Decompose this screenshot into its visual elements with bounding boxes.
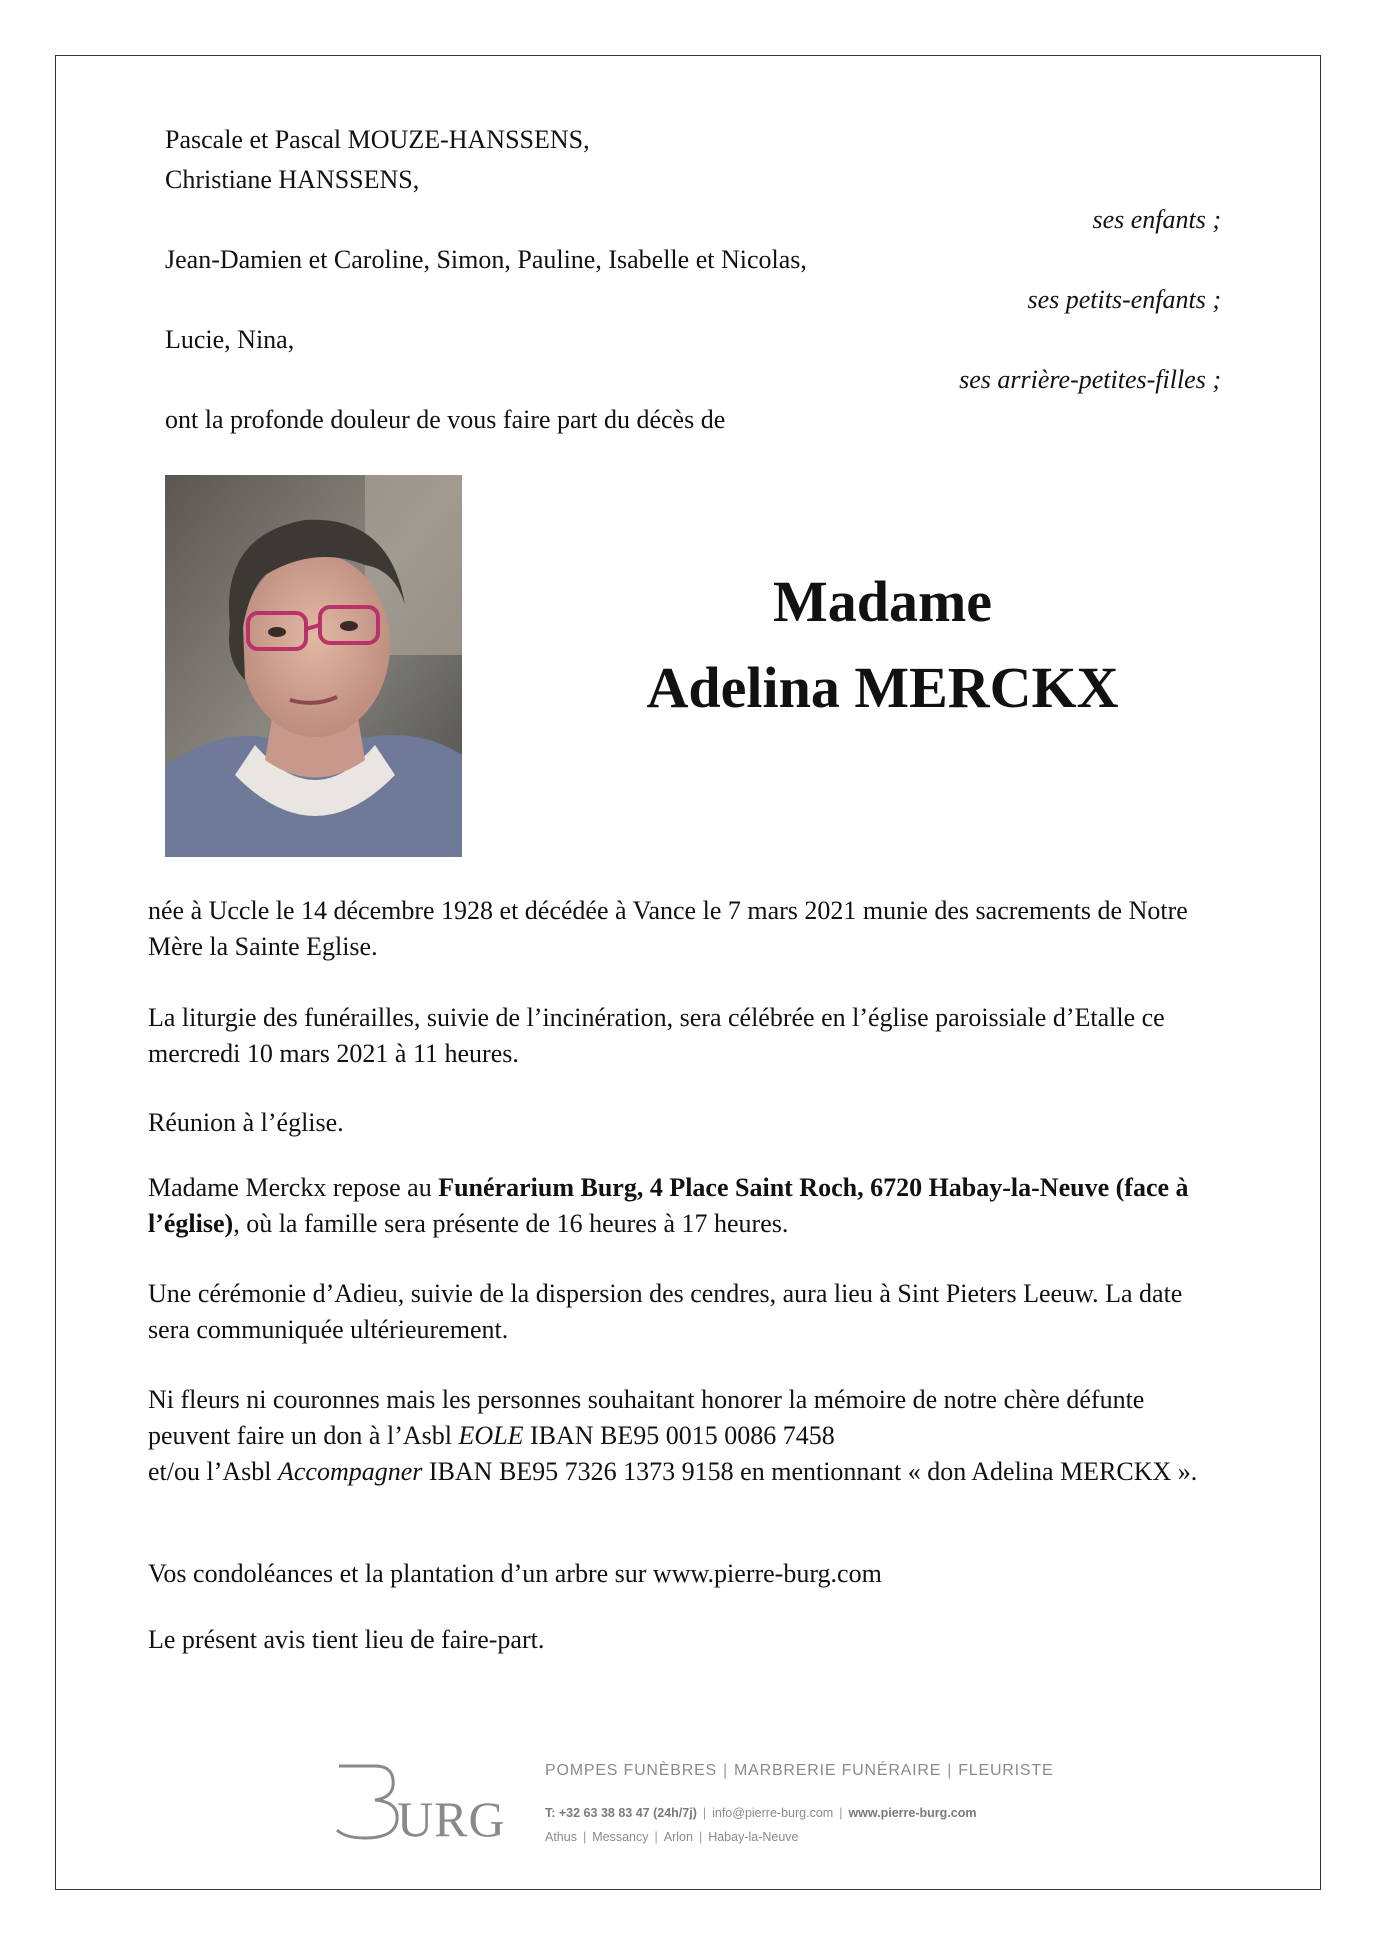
children-line-2: Christiane HANSSENS, bbox=[165, 165, 420, 194]
grandchildren-role: ses petits-enfants ; bbox=[1027, 285, 1221, 314]
repose-place: Funérarium Burg, 4 Place Saint Roch, 6720 Habay-la-Neuve (face à l’église) bbox=[148, 1173, 1189, 1238]
separator: | bbox=[582, 1830, 587, 1844]
donation-org-eole: EOLE bbox=[458, 1421, 524, 1450]
burg-logo bbox=[335, 1760, 505, 1840]
donation-text-4: IBAN BE95 7326 1373 9158 en mentionnant « don Adelina MERCKX ». bbox=[422, 1457, 1198, 1486]
donation-text-2: IBAN BE95 0015 0086 7458 bbox=[523, 1421, 835, 1450]
condolences-text: Vos condoléances et la plantation d’un arbre sur www.pierre-burg.com bbox=[148, 1559, 882, 1588]
donation-org-accompagner: Accompagner bbox=[278, 1457, 423, 1486]
meeting-text: Réunion à l’église. bbox=[148, 1108, 344, 1137]
service-florist: FLEURISTE bbox=[958, 1762, 1054, 1779]
footer-locations bbox=[545, 1830, 799, 1844]
repose-intro: Madame Merckx repose au bbox=[148, 1173, 439, 1202]
repose-paragraph bbox=[148, 1170, 1198, 1242]
separator: | bbox=[839, 1806, 843, 1820]
condolences-paragraph bbox=[148, 1556, 1198, 1592]
donation-text-3: et/ou l’Asbl bbox=[148, 1457, 278, 1486]
grandchildren-line: Jean-Damien et Caroline, Simon, Pauline, Isabelle et Nicolas, bbox=[165, 245, 807, 274]
great-grandchildren-role: ses arrière-petites-filles ; bbox=[959, 365, 1221, 394]
notice-text: Le présent avis tient lieu de faire-part. bbox=[148, 1625, 545, 1654]
service-funeral: POMPES FUNÈBRES bbox=[545, 1762, 718, 1779]
footer-phone: T: +32 63 38 83 47 bbox=[545, 1806, 650, 1820]
donation-text-1: Ni fleurs ni couronnes mais les personnes souhaitant honorer la mémoire de notre chère défunte peuvent faire un don à l’Asbl bbox=[148, 1385, 1145, 1450]
children-line-1: Pascale et Pascal MOUZE-HANSSENS, bbox=[165, 125, 590, 154]
footer-contact bbox=[545, 1806, 976, 1820]
location-habay: Habay-la-Neuve bbox=[708, 1830, 799, 1844]
notice-paragraph bbox=[148, 1622, 1198, 1658]
footer-website[interactable]: www.pierre-burg.com bbox=[848, 1806, 977, 1820]
ceremony-paragraph bbox=[148, 1276, 1198, 1348]
location-arlon: Arlon bbox=[663, 1830, 693, 1844]
location-messancy: Messancy bbox=[592, 1830, 649, 1844]
children-role: ses enfants ; bbox=[1092, 205, 1221, 234]
great-grandchildren-line: Lucie, Nina, bbox=[165, 325, 295, 354]
donation-paragraph bbox=[148, 1382, 1198, 1490]
birth-death-paragraph bbox=[148, 893, 1198, 965]
deceased-title: Madame bbox=[772, 569, 993, 634]
location-athus: Athus bbox=[545, 1830, 577, 1844]
meeting-paragraph bbox=[148, 1105, 1198, 1141]
footer-services bbox=[545, 1762, 1053, 1780]
deceased-name: Adelina MERCKX bbox=[646, 655, 1119, 720]
footer-phone-hours: (24h/7j) bbox=[653, 1806, 697, 1820]
footer-email[interactable]: info@pierre-burg.com bbox=[712, 1806, 834, 1820]
announcement-line: ont la profonde douleur de vous faire part du décès de bbox=[165, 405, 726, 434]
separator: | bbox=[654, 1830, 658, 1844]
service-marble: MARBRERIE FUNÉRAIRE bbox=[734, 1762, 942, 1779]
separator: | bbox=[723, 1762, 728, 1779]
svg-text:URG: URG bbox=[397, 1791, 505, 1840]
separator: | bbox=[698, 1830, 703, 1844]
birth-death-text: née à Uccle le 14 décembre 1928 et décédée à Vance le 7 mars 2021 munie des sacrements de Notre Mère la Sainte Eglise. bbox=[148, 896, 1188, 961]
ceremony-text: Une cérémonie d’Adieu, suivie de la dispersion des cendres, aura lieu à Sint Pieters Leeuw. La date sera communiquée ultérieurement. bbox=[148, 1279, 1183, 1344]
separator: | bbox=[702, 1806, 707, 1820]
portrait-photo bbox=[165, 475, 462, 857]
liturgy-text: La liturgie des funérailles, suivie de l’incinération, sera célébrée en l’église paroissiale d’Etalle ce mercredi 10 mars 2021 à 11 heures. bbox=[148, 1003, 1165, 1068]
liturgy-paragraph bbox=[148, 1000, 1198, 1072]
separator: | bbox=[947, 1762, 953, 1779]
repose-rest: , où la famille sera présente de 16 heures à 17 heures. bbox=[233, 1209, 789, 1238]
